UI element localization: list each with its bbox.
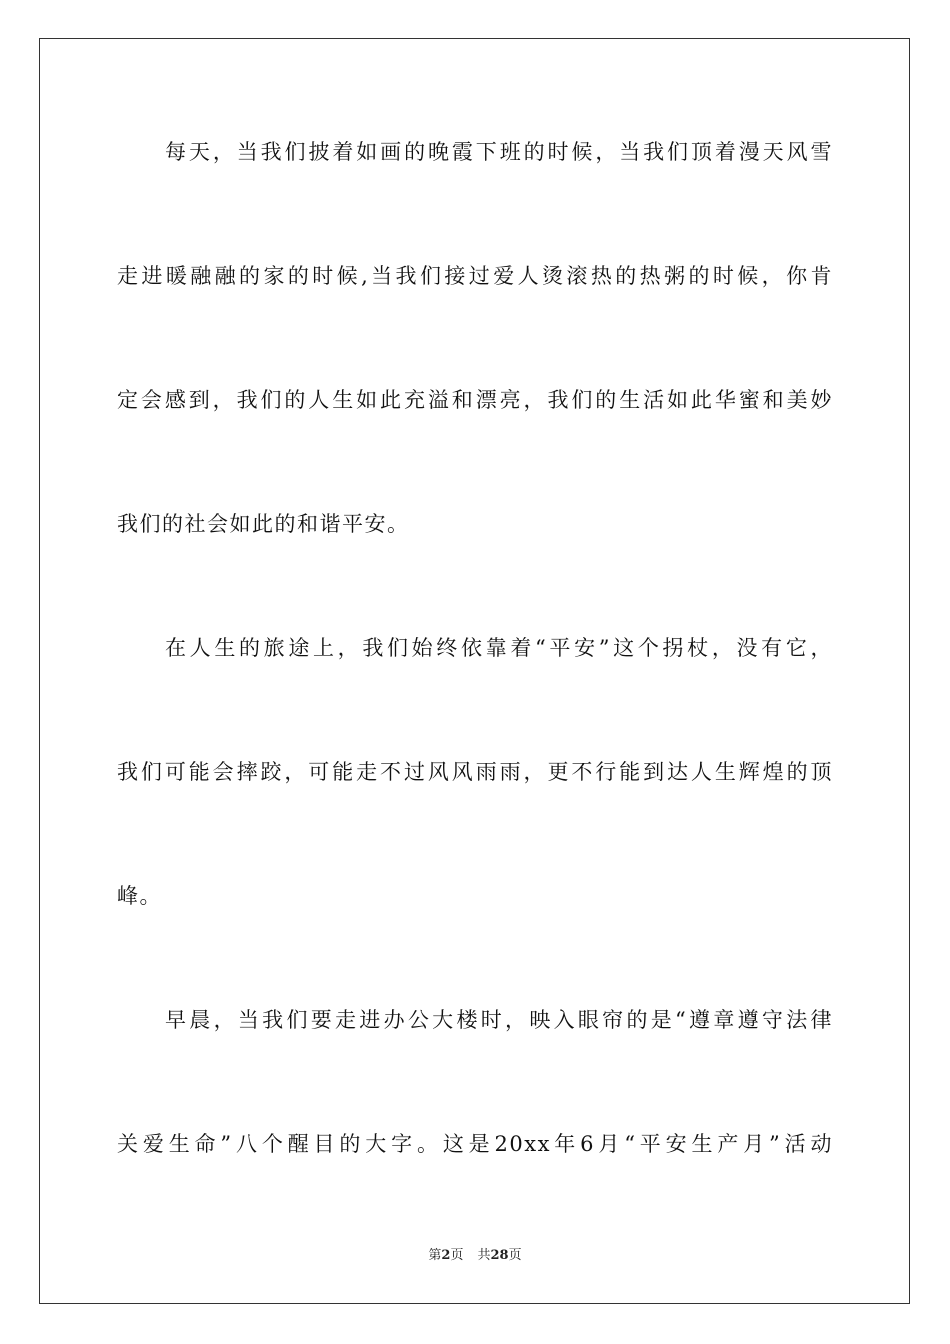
total-suffix: 页 [508,1248,522,1263]
page-number: 2 [441,1248,451,1263]
total-pages: 28 [490,1248,509,1263]
page-prefix: 第 [428,1248,442,1263]
paragraph-line-5: 在人生的旅途上，我们始终依靠着“平安”这个拐杖，没有它， [165,636,833,660]
paragraph-line-6: 我们可能会摔跤，可能走不过风风雨雨，更不行能到达人生辉煌的顶 [117,760,833,784]
paragraph-line-9: 关爱生命”八个醒目的大字。这是20xx年6月“平安生产月”活动 [117,1132,833,1156]
paragraph-line-4: 我们的社会如此的和谐平安。 [117,512,410,536]
paragraph-line-3: 定会感到，我们的人生如此充溢和漂亮，我们的生活如此华蜜和美妙 [117,388,833,412]
page-border [39,38,910,1304]
page-footer [0,1248,950,1264]
total-prefix: 共 [477,1248,491,1263]
paragraph-line-7: 峰。 [117,884,162,908]
page-suffix: 页 [450,1248,464,1263]
paragraph-line-8: 早晨，当我们要走进办公大楼时，映入眼帘的是“遵章遵守法律 [165,1008,833,1032]
paragraph-line-1: 每天，当我们披着如画的晚霞下班的时候，当我们顶着漫天风雪 [165,140,833,164]
paragraph-line-2: 走进暖融融的家的时候,当我们接过爱人烫滚热的热粥的时候，你肯 [117,264,833,288]
